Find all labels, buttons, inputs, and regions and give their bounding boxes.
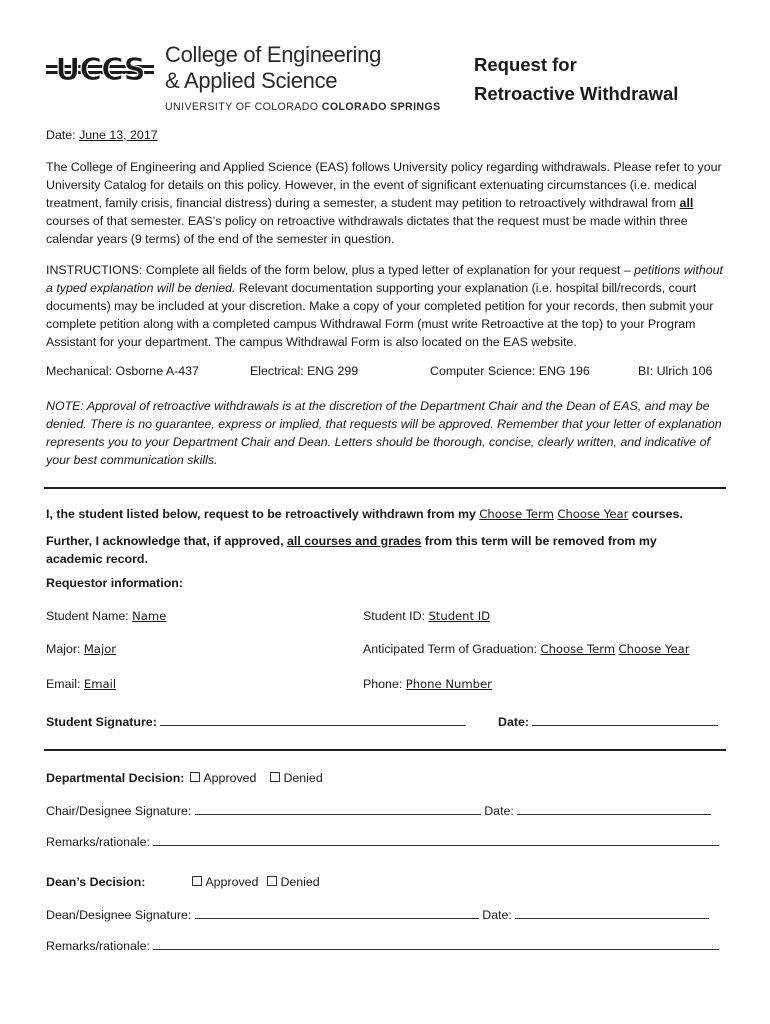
student-date-label: Date: <box>498 715 533 729</box>
student-date-line[interactable] <box>532 713 718 726</box>
year-select[interactable]: Choose Year <box>557 507 629 521</box>
intro-text-1: The College of Engineering and Applied Science (EAS) follows University policy regarding withdrawals. Please refer to your University Catalog for details on this policy. However, in the event of significant extenuating circumstances (i.e. medical treatment, family crisis, financial distress) during a semester, a student may petition to retroactively withdrawal from <box>46 160 722 210</box>
request-statement <box>46 507 683 521</box>
approval-note: NOTE: Approval of retroactive withdrawals is at the discretion of the Department Chair and the Dean of EAS, and may be denied. There is no guarantee, express or implied, that requests will be approved. Remember that your letter of explanation represents you to your Department Chair and Dean. Letters should be thorough, concise, clearly written, and indicative of your best communication skills. <box>46 399 722 467</box>
logo-college-name: College of Engineering <box>165 42 381 67</box>
logo-university-part2: COLORADO SPRINGS <box>321 101 441 113</box>
department-approved-label: Approved <box>203 771 257 785</box>
acknowledge-text: Further, I acknowledge that, if approved, <box>46 534 287 548</box>
intro-text-2: courses of that semester. EAS’s policy on retroactive withdrawals dictates that the request must be made within three calendar years (9 terms) of the end of the semester in question. <box>46 214 688 246</box>
department-bi: BI: Ulrich 106 <box>638 364 713 378</box>
instructions-warning: petitions without a typed explanation will be denied. <box>46 263 723 295</box>
date-label: Date: <box>46 128 80 142</box>
instructions-text-2: Relevant documentation supporting your explanation (i.e. hospital bill/records, court documents) may be included at your discretion. Make a copy of your completed petition for your records, then submit your complete petition along with a completed campus Withdrawal Form (must write Retroactive at the top) to your Program Assistant for your department. The campus Withdrawal Form is also located on the EAS website. <box>46 281 714 349</box>
dean-signature-label: Dean/Designee Signature: <box>46 908 195 922</box>
major-field[interactable]: Major <box>83 642 117 656</box>
dean-signature-row <box>46 906 709 922</box>
dean-denied-label: Denied <box>280 875 320 889</box>
department-remarks-label: Remarks/rationale: <box>46 835 154 849</box>
department-computer-science: Computer Science: ENG 196 <box>430 364 590 378</box>
department-mechanical: Mechanical: Osborne A-437 <box>46 364 199 378</box>
student-signature-row <box>46 713 466 729</box>
dean-approved-checkbox[interactable] <box>192 876 202 886</box>
section-divider-1 <box>44 487 726 489</box>
phone-row <box>363 677 492 691</box>
department-electrical: Electrical: ENG 299 <box>250 364 359 378</box>
dean-approved-label: Approved <box>205 875 259 889</box>
department-remarks-row <box>46 833 719 849</box>
department-denied-label: Denied <box>283 771 323 785</box>
student-signature-line[interactable] <box>160 713 466 726</box>
form-title-line1: Request for <box>474 54 577 75</box>
dean-remarks-line[interactable] <box>153 937 719 950</box>
department-decision-row <box>46 771 323 785</box>
chair-date-label: Date: <box>484 804 518 818</box>
phone-field[interactable]: Phone Number <box>405 677 492 691</box>
graduation-term-select[interactable]: Choose Term <box>540 642 616 656</box>
chair-date-line[interactable] <box>517 802 711 815</box>
dean-decision-label: Dean’s Decision: <box>46 875 146 889</box>
student-name-row <box>46 609 166 623</box>
graduation-row <box>363 642 690 656</box>
department-remarks-line[interactable] <box>153 833 719 846</box>
dean-decision-row <box>46 875 320 889</box>
student-name-label: Student Name: <box>46 609 133 623</box>
student-name-field[interactable]: Name <box>132 609 167 623</box>
email-label: Email: <box>46 677 84 691</box>
form-title-line2: Retroactive Withdrawal <box>474 83 679 104</box>
chair-signature-row <box>46 802 711 818</box>
email-row <box>46 677 116 691</box>
acknowledge-suffix: from this term will be removed from my academic record. <box>46 534 657 566</box>
intro-paragraph <box>46 158 726 248</box>
logo-wordmark: UCCS <box>55 52 145 85</box>
dean-signature-line[interactable] <box>195 906 479 919</box>
student-date-row <box>498 713 718 729</box>
acknowledge-emphasis: all courses and grades <box>286 534 422 548</box>
student-signature-label: Student Signature: <box>46 715 161 729</box>
department-decision-label: Departmental Decision: <box>46 771 185 785</box>
date-value[interactable]: June 13, 2017 <box>79 128 158 142</box>
dean-date-label: Date: <box>482 908 516 922</box>
email-field[interactable]: Email <box>83 677 117 691</box>
graduation-year-select[interactable]: Choose Year <box>618 642 690 656</box>
graduation-label: Anticipated Term of Graduation: <box>363 642 541 656</box>
major-row <box>46 642 116 656</box>
dean-date-line[interactable] <box>515 906 709 919</box>
major-label: Major: <box>46 642 84 656</box>
uccs-logo <box>44 51 156 85</box>
dean-denied-checkbox[interactable] <box>267 876 277 886</box>
department-approved-checkbox[interactable] <box>190 772 200 782</box>
requestor-heading: Requestor information: <box>46 576 183 590</box>
dean-remarks-row <box>46 937 719 953</box>
student-id-field[interactable]: Student ID <box>428 609 491 623</box>
department-denied-checkbox[interactable] <box>270 772 280 782</box>
logo-university-name <box>165 101 441 113</box>
acknowledgement <box>46 532 686 568</box>
intro-emphasis: all <box>679 196 694 210</box>
logo-college-name-2: & Applied Science <box>165 68 338 93</box>
term-select[interactable]: Choose Term <box>479 507 554 521</box>
logo-university-part1: UNIVERSITY OF COLORADO <box>165 101 322 113</box>
request-text: I, the student listed below, request to be retroactively withdrawn from my <box>46 507 480 521</box>
dean-remarks-label: Remarks/rationale: <box>46 939 154 953</box>
instructions-text-1: INSTRUCTIONS: Complete all fields of the form below, plus a typed letter of explanation for your request – <box>46 263 635 277</box>
request-suffix: courses. <box>628 507 683 521</box>
instructions-paragraph <box>46 261 726 351</box>
date-line <box>46 128 158 142</box>
student-id-label: Student ID: <box>363 609 429 623</box>
phone-label: Phone: <box>363 677 406 691</box>
chair-signature-line[interactable] <box>195 802 481 815</box>
section-divider-2 <box>44 749 726 751</box>
chair-signature-label: Chair/Designee Signature: <box>46 804 195 818</box>
student-id-row <box>363 609 490 623</box>
